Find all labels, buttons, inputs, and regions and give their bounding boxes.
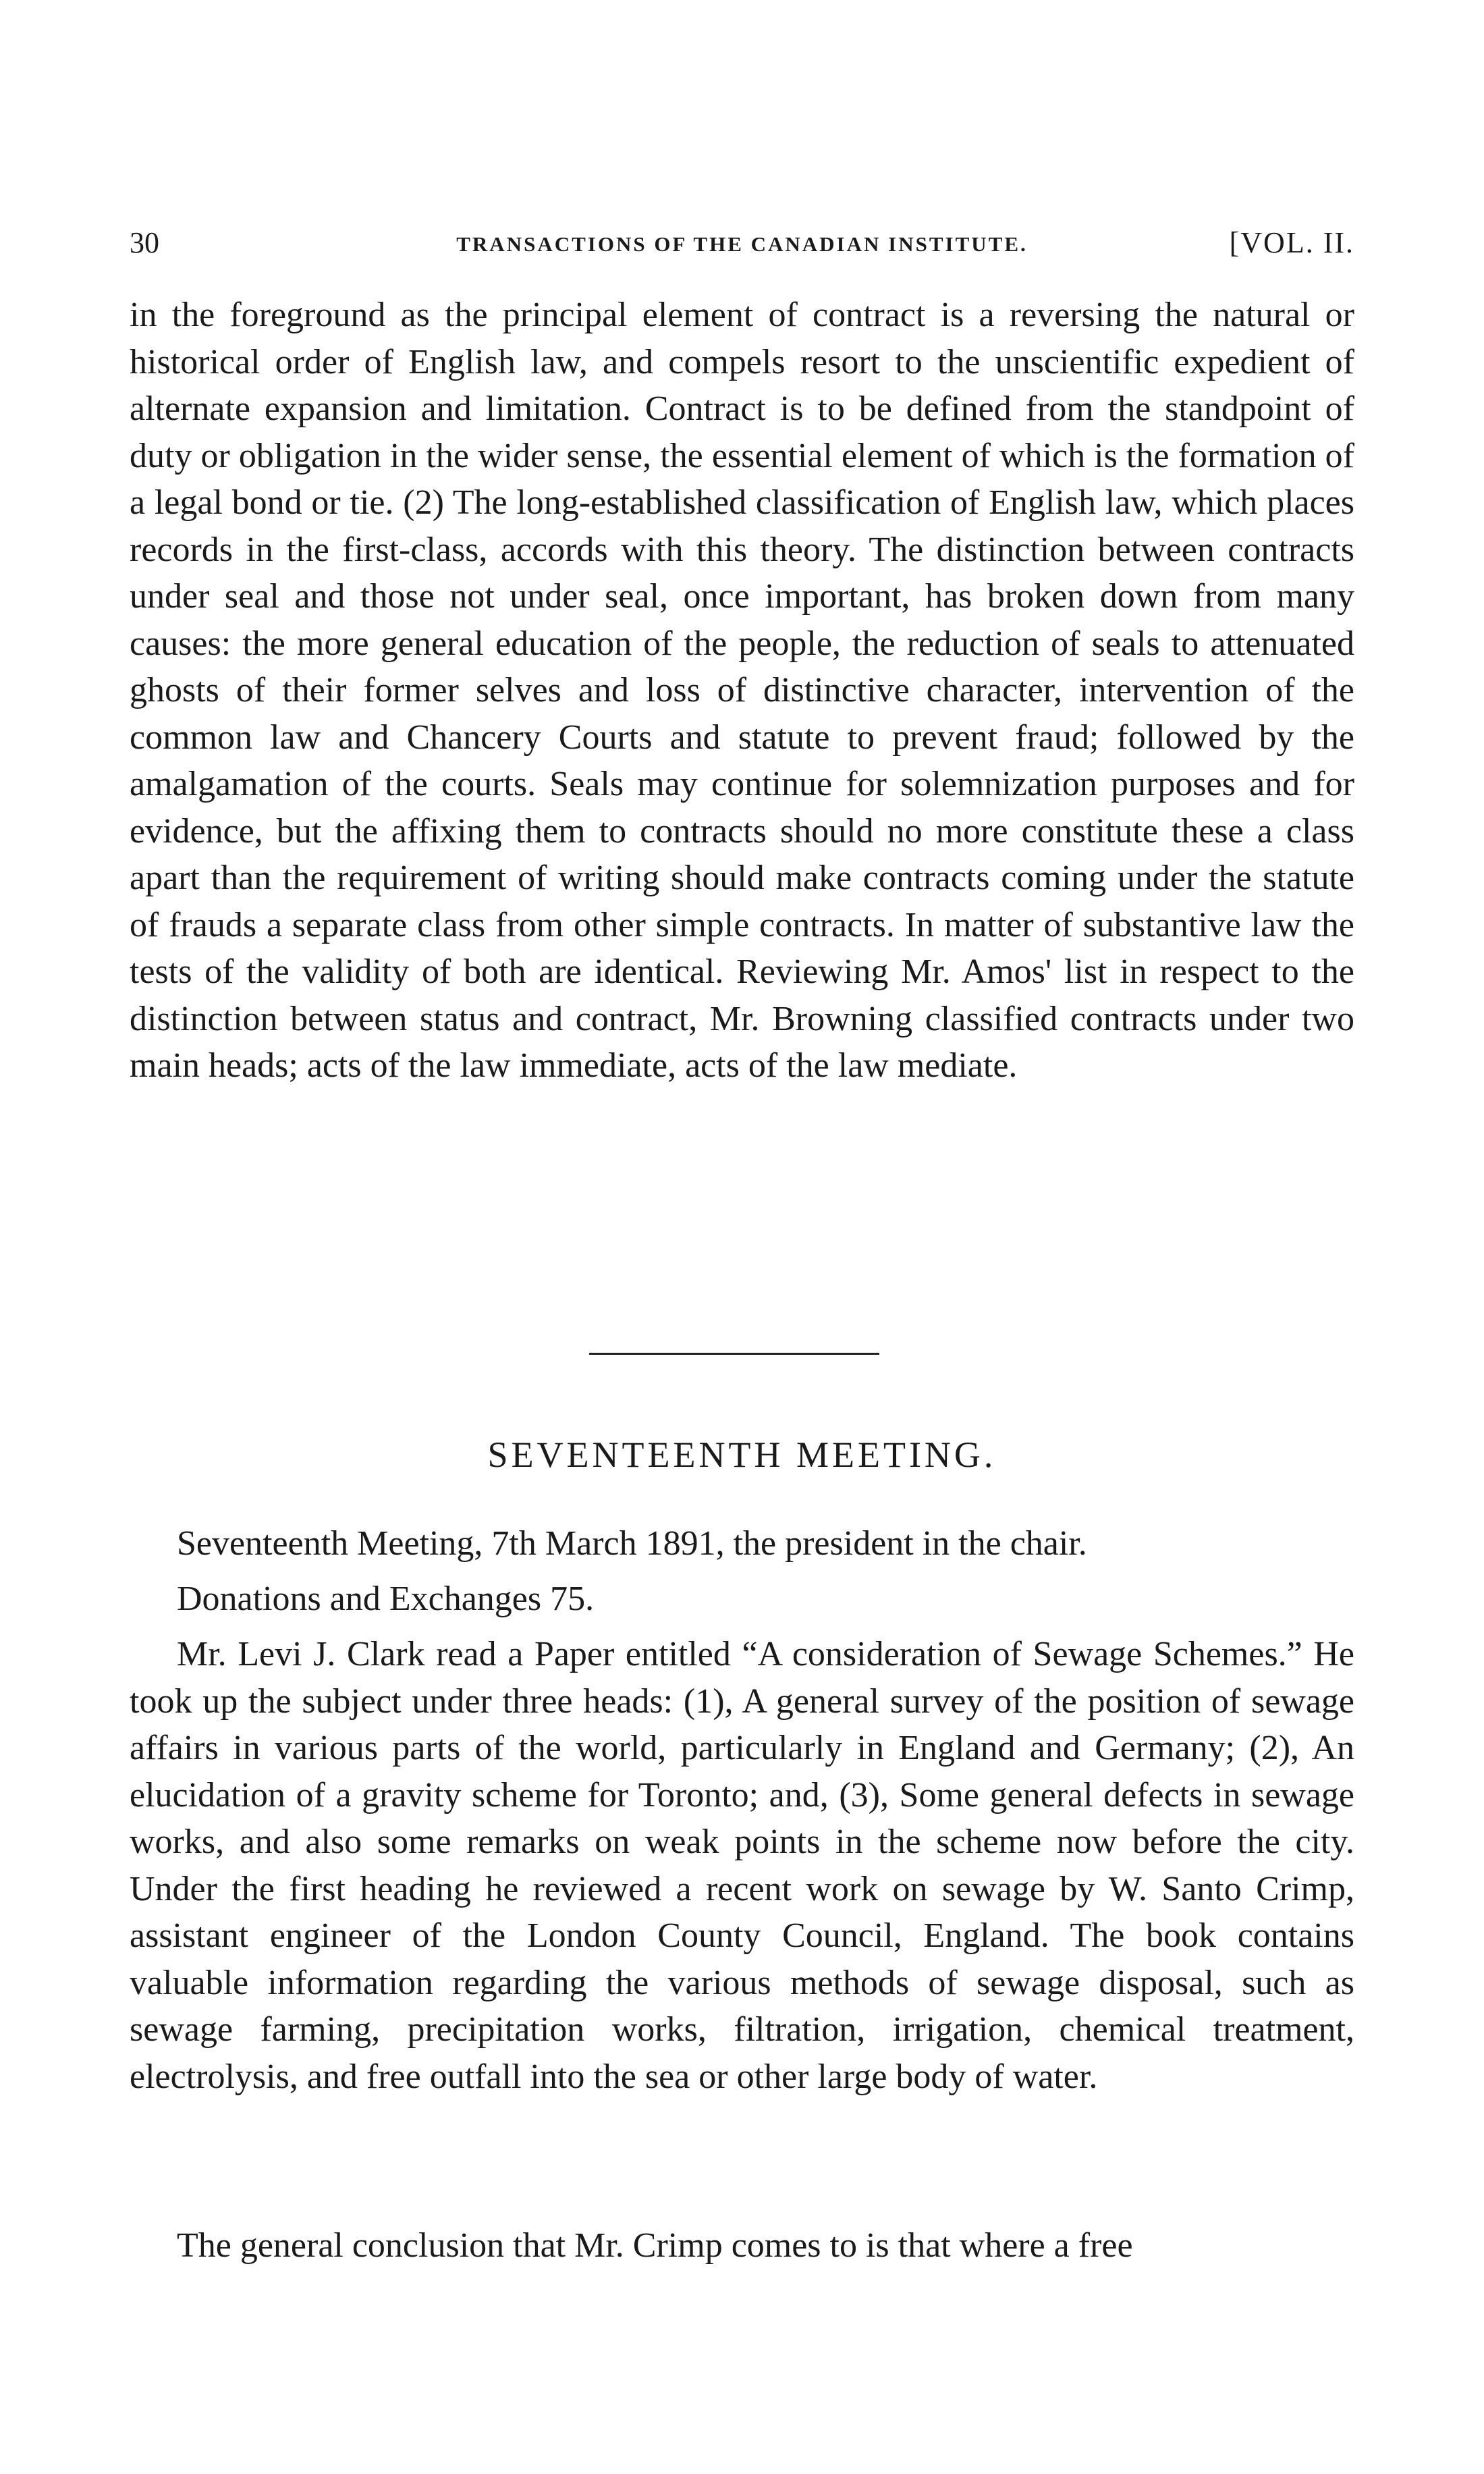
paper-paragraph: Mr. Levi J. Clark read a Paper entitled “A consideration of Sewage Schemes.” He took up the subject under three heads: (1), A general survey of the position of sewage affairs in various parts of the world, particularly in England and Germany; (2), An elucidation of a gravity scheme for Toronto; and, (3), Some general defects in sewage works, and also some remarks on weak points in the scheme now before the city. Under the first heading he reviewed a recent work on sewage by W. Santo Crimp, assistant engineer of the London County Council, England. The book contains valuable information regarding the various methods of sewage disposal, such as sewage farming, precipitation works, filtration, irrigation, chemical treatment, electrolysis, and free outfall into the sea or other large body of water. xyxy=(130,1635,1354,2096)
volume-label: [VOL. II. xyxy=(1229,226,1354,259)
continued-paragraph: in the foreground as the principal element of contract is a reversing the natural or historical order of English law, and compels resort to the unscientific expedient of alternate expansion and limitation. Contract is to be defined from the standpoint of duty or obligation in the wider sense, the essential element of which is the formation of a legal bond or tie. (2) The long-established classification of English law, which places records in the first-class, accords with this theory. The distinction between contracts under seal and those not under seal, once important, has broken down from many causes: the more general education of the people, the reduction of seals to attenuated ghosts of their former selves and loss of distinctive character, intervention of the common law and Chancery Courts and statute to prevent fraud; followed by the amalgamation of the courts. Seals may continue for solemnization purposes and for evidence, but the affixing them to contracts should no more constitute these a class apart than the requirement of writing should make contracts coming under the statute of frauds a separate class from other simple contracts. In matter of substantive law the tests of the validity of both are identical. Reviewing Mr. Amos' list in respect to the distinction between status and contract, Mr. Browning classified contracts under two main heads; acts of the law immediate, acts of the law mediate. xyxy=(130,296,1354,1085)
section-heading: SEVENTEENTH MEETING. xyxy=(487,1434,997,1475)
page-number: 30 xyxy=(130,226,159,259)
section-divider xyxy=(589,1353,879,1355)
meeting-line: Seventeenth Meeting, 7th March 1891, the president in the chair. xyxy=(177,1524,1087,1563)
journal-title: TRANSACTIONS OF THE CANADIAN INSTITUTE. xyxy=(456,232,1028,256)
running-head xyxy=(130,223,1354,263)
donations-line: Donations and Exchanges 75. xyxy=(177,1580,595,1618)
conclusion-paragraph: The general conclusion that Mr. Crimp comes to is that where a free xyxy=(177,2226,1133,2265)
